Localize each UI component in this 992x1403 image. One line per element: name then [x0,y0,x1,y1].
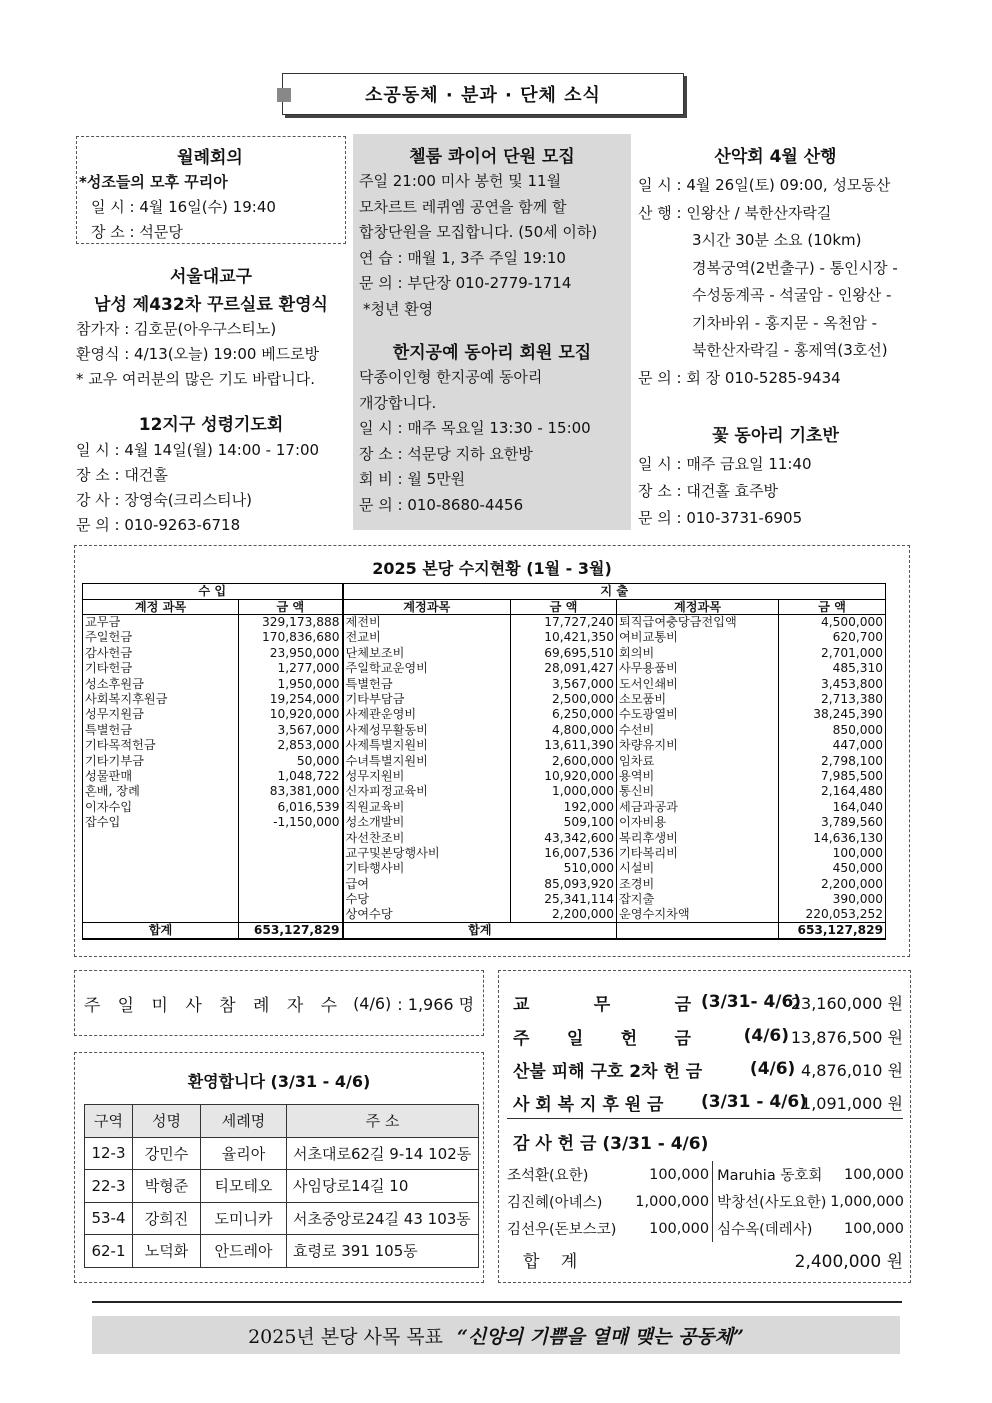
income-item: 성소후원금 [83,676,239,691]
finance-row [83,907,886,922]
expense-item: 기타부담금 [343,692,511,707]
finance-row [83,676,886,691]
income-amount: 50,000 [239,753,343,768]
expense-item: 성소개발비 [343,815,511,830]
donation-label-part: 주 [513,1028,530,1049]
expense-item: 단체보조비 [343,645,511,660]
monthly-meeting-place: 장 소 : 석문당 [91,223,183,241]
hiking-contact: 문 의 : 회 장 010-5285-9434 [638,368,841,387]
footer-banner [92,1316,900,1354]
welcome-name: 박형준 [133,1170,201,1203]
income-item: 기타헌금 [83,661,239,676]
expense-item: 주일학교운영비 [343,661,511,676]
seoul-ceremony: 환영식 : 4/13(오늘) 19:00 베드로방 [76,345,320,363]
donation-label-part: 일 [566,1028,584,1049]
expense-item2: 용역비 [617,769,779,784]
donation-period-2: (4/6) [743,1026,789,1046]
welcome-title: 환영합니다 (3/31 - 4/6) [187,1072,371,1091]
donor-name2: 심수옥(데레사) [713,1215,831,1242]
finance-total-row [83,923,886,939]
expense-item: 수당 [343,892,511,907]
welcome-district: 53-4 [85,1202,133,1235]
expense-item: 신자피정교육비 [343,784,511,799]
expense-amount2: 485,310 [779,661,886,676]
welcome-baptismal-name: 안드레아 [201,1235,287,1268]
welcome-address: 서초대로62길 9-14 102동 [287,1137,479,1170]
expense-item: 직원교육비 [343,799,511,814]
expense-amount: 10,421,350 [511,630,617,645]
income-item [83,861,239,876]
craft-place: 장 소 : 석문당 지하 요한방 [359,444,533,463]
welcome-header-cell: 구역 [85,1105,133,1138]
finance-section [74,545,910,957]
donation-amount-3: 4,876,010 원 [801,1060,903,1080]
district-contact: 문 의 : 010-9263-6718 [76,516,241,534]
welcome-row [85,1137,479,1170]
income-amount: 6,016,539 [239,799,343,814]
hiking-route-1: 경복궁역(2번출구) - 통인시장 - [692,258,898,277]
craft-line1: 닥종이인형 한지공예 동아리 [359,368,543,386]
finance-row [83,815,886,830]
donor-name: 김진혜(아녜스) [507,1195,603,1211]
monthly-meeting-time: 일 시 : 4월 16일(수) 19:40 [91,198,276,216]
expense-item2: 이자비용 [617,815,779,830]
finance-row [83,722,886,737]
expense-item2: 차량유지비 [617,738,779,753]
footer-rule [92,1301,902,1303]
finance-row [83,830,886,845]
expense-item2: 조경비 [617,876,779,891]
expense-amount2: 2,701,000 [779,645,886,660]
expense-amount: 2,600,000 [511,753,617,768]
expense-amount2: 620,700 [779,630,886,645]
donor-amount2: 100,000 [844,1166,904,1183]
welcome-district: 12-3 [85,1137,133,1170]
expense-amount2: 450,000 [779,861,886,876]
finance-row [83,799,886,814]
donation-amount-1: 23,160,000 원 [790,993,903,1013]
income-item: 사회복지후원금 [83,692,239,707]
attendance-label: 주 일 미 사 참 례 자 수 [83,995,344,1016]
flower-place: 장 소 : 대건홀 효주방 [638,482,779,500]
expense-item2: 사무용품비 [617,661,779,676]
footer-prefix: 2025년 본당 사목 목표 [248,1325,444,1348]
thanks-total-label: 합 계 [523,1252,586,1272]
craft-title: 한지공예 동아리 회원 모집 [392,343,592,363]
expense-amount: 85,093,920 [511,876,617,891]
expense-amount: 2,200,000 [511,907,617,922]
expense-amount: 43,342,600 [511,830,617,845]
monthly-meeting-box [76,136,346,244]
donation-row-3 [513,1054,903,1084]
income-amount: 19,254,000 [239,692,343,707]
welcome-district: 62-1 [85,1235,133,1268]
expense-item2: 회의비 [617,645,779,660]
income-item: 성물판매 [83,769,239,784]
income-amount [239,846,343,861]
expense-amount: 510,000 [511,861,617,876]
choir-line1: 주일 21:00 미사 봉헌 및 11월 [359,172,562,190]
welcome-header-cell: 성명 [133,1105,201,1138]
expense-item: 특별헌금 [343,676,511,691]
donation-label-part: 헌 [620,1028,638,1049]
donation-label-part: 금 [674,994,691,1015]
donor-amount: 100,000 [649,1220,710,1237]
expense-item: 사제관운영비 [343,707,511,722]
expense-amount: 10,920,000 [511,769,617,784]
expense-amount2: 38,245,390 [779,707,886,722]
income-amount: 1,277,000 [239,661,343,676]
thanks-table [507,1161,907,1242]
finance-row [83,876,886,891]
finance-row [83,645,886,660]
thanks-row [507,1188,907,1215]
expense-amount2: 3,789,560 [779,815,886,830]
income-amount: 329,173,888 [239,615,343,630]
donation-period-3: (4/6) [749,1059,796,1079]
hiking-route: 산 행 : 인왕산 / 북한산자락길 [638,203,832,222]
income-item [83,846,239,861]
choir-practice: 연 습 : 매월 1, 3주 주일 19:10 [359,248,566,267]
finance-row [83,707,886,722]
expense-item2: 수선비 [617,722,779,737]
expense-amount2: 2,200,000 [779,876,886,891]
income-amount: 1,048,722 [239,769,343,784]
welcome-table [84,1104,479,1268]
income-amount: 23,950,000 [239,645,343,660]
expense-amount: 69,695,510 [511,645,617,660]
craft-time: 일 시 : 매주 목요일 13:30 - 15:00 [359,419,591,437]
finance-row [83,630,886,645]
choir-line3: 합창단원을 모집합니다. (50세 이하) [359,223,598,241]
income-amount: 170,836,680 [239,630,343,645]
choir-craft-panel [353,134,631,530]
finance-title: 2025 본당 수지현황 (1월 - 3월) [372,559,612,578]
expense-amount2: 850,000 [779,722,886,737]
income-item [83,892,239,907]
expense-item: 성무지원비 [343,769,511,784]
thanks-row [507,1215,907,1242]
income-amount [239,907,343,922]
thanks-row [507,1161,907,1188]
hiking-title: 산악회 4월 산행 [714,147,837,167]
seoul-title2: 남성 제432차 꾸르실료 환영식 [94,295,328,315]
flower-contact: 문 의 : 010-3731-6905 [638,509,803,527]
expense-amount2: 164,040 [779,799,886,814]
income-item: 감사헌금 [83,645,239,660]
section-title-text: 소공동체 · 분과 · 단체 소식 [365,85,601,106]
seoul-title: 서울대교구 [169,267,253,287]
expense-header: 지 출 [343,584,886,600]
income-item: 성무지원금 [83,707,239,722]
expense-amount2: 2,164,480 [779,784,886,799]
welcome-header-cell: 세례명 [201,1105,287,1138]
craft-fee: 회 비 : 월 5만원 [359,470,466,488]
expense-item: 제전비 [343,615,511,630]
district-time: 일 시 : 4월 14일(월) 14:00 - 17:00 [76,441,320,459]
thanks-total-row [507,1247,903,1272]
choir-contact: 문 의 : 부단장 010-2779-1714 [359,274,572,292]
district-title: 12지구 성령기도회 [138,415,284,435]
monthly-meeting-title: 월례회의 [177,148,243,168]
income-item [83,876,239,891]
income-item: 잡수입 [83,815,239,830]
donor-amount: 1,000,000 [635,1193,710,1210]
hiking-notice [638,142,913,392]
expense-item2: 통신비 [617,784,779,799]
thanks-total-amount: 2,400,000 원 [794,1252,903,1272]
finance-row [83,892,886,907]
income-item: 특별헌금 [83,722,239,737]
expense-item2: 세금과공과 [617,799,779,814]
choir-note: *청년 환영 [363,299,434,318]
donation-label-1 [513,990,701,1015]
expense-amount: 16,007,536 [511,846,617,861]
income-item: 기타기부금 [83,753,239,768]
monthly-meeting-sub: *성조들의 모후 꾸리아 [79,173,228,191]
finance-row [83,769,886,784]
col-item-header: 계정 과목 [83,599,239,615]
welcome-baptismal-name: 티모테오 [201,1170,287,1203]
col-item3-header: 계정과목 [617,599,779,615]
expense-item: 급여 [343,876,511,891]
finance-row [83,692,886,707]
donation-label-part: 교 [513,994,530,1015]
finance-row [83,784,886,799]
expense-amount: 25,341,114 [511,892,617,907]
expense-amount: 2,500,000 [511,692,617,707]
income-amount [239,861,343,876]
finance-row [83,861,886,876]
finance-row [83,738,886,753]
donor-amount2: 100,000 [844,1220,904,1237]
hiking-time: 일 시 : 4월 26일(토) 09:00, 성모동산 [638,176,891,194]
income-amount: 2,853,000 [239,738,343,753]
donor-amount: 100,000 [649,1166,710,1183]
craft-contact: 문 의 : 010-8680-4456 [359,495,524,514]
square-bullet-icon [277,88,291,102]
attendance-box [74,970,484,1036]
income-item: 교무금 [83,615,239,630]
income-amount [239,892,343,907]
donor-name2: 박창선(사도요한) [713,1188,831,1215]
col-amount2-header: 금 액 [511,599,617,615]
donation-label-part: 산불 피해 구호 2차 헌 금 [513,1061,703,1082]
flower-title: 꽃 동아리 기초반 [712,426,839,446]
welcome-name: 강민수 [133,1137,201,1170]
flower-club-notice [638,421,913,532]
expense-item: 수녀특별지원비 [343,753,511,768]
footer-motto: “신앙의 기쁨을 열매 맺는 공동체” [457,1325,744,1348]
hiking-route-2: 수성동계곡 - 석굴암 - 인왕산 - [692,286,892,304]
welcome-box [74,1052,484,1283]
expense-item2: 잡지출 [617,892,779,907]
finance-row [83,753,886,768]
income-amount [239,830,343,845]
donation-row-1 [513,987,903,1017]
finance-table [82,583,886,940]
expense-amount2: 2,798,100 [779,753,886,768]
district-speaker: 강 사 : 장영숙(크리스티나) [76,491,252,509]
choir-title: 첼룸 콰이어 단원 모집 [409,147,575,167]
expense-amount2: 447,000 [779,738,886,753]
expense-item2: 기타복리비 [617,846,779,861]
donation-label-part: 사 회 복 지 후 원 금 [513,1094,664,1115]
expense-item2: 운영수지차액 [617,907,779,922]
expense-amount2: 220,053,252 [779,907,886,922]
income-item: 기타목적헌금 [83,738,239,753]
finance-rows [83,615,886,923]
expense-item: 상여수당 [343,907,511,922]
craft-line2: 개강합니다. [359,393,437,412]
welcome-row [85,1235,479,1268]
expense-item2: 임차료 [617,753,779,768]
income-item: 이자수입 [83,799,239,814]
expense-item2: 소모품비 [617,692,779,707]
district-place: 장 소 : 대건홀 [76,466,168,484]
income-header: 수 입 [83,584,343,600]
finance-row [83,615,886,630]
income-item [83,830,239,845]
expense-amount2: 390,000 [779,892,886,907]
expense-item: 자선찬조비 [343,830,511,845]
hiking-duration: 3시간 30분 소요 (10km) [692,231,862,249]
welcome-baptismal-name: 율리아 [201,1137,287,1170]
donor-name: 김선우(돈보스코) [507,1222,617,1238]
donor-amount2: 1,000,000 [830,1193,904,1210]
thanks-title: 감 사 헌 금 (3/31 - 4/6) [513,1134,709,1154]
expense-item: 전교비 [343,630,511,645]
total-income: 653,127,829 [239,923,343,939]
col-amount3-header: 금 액 [779,599,886,615]
expense-amount2: 100,000 [779,846,886,861]
income-item: 혼배, 장례 [83,784,239,799]
total-label2: 합계 [343,923,617,939]
expense-amount2: 2,713,380 [779,692,886,707]
col-item2-header: 계정과목 [343,599,511,615]
hiking-route-3: 기차바위 - 홍지문 - 옥천암 - [692,313,877,332]
district-prayer-notice [76,410,346,538]
donation-label-4 [513,1090,701,1115]
donation-period-1: (3/31- 4/6) [701,992,802,1012]
donation-label-3 [513,1057,712,1082]
expense-amount: 28,091,427 [511,661,617,676]
expense-amount: 3,567,000 [511,676,617,691]
expense-amount: 509,100 [511,815,617,830]
income-item [83,907,239,922]
income-amount: 1,950,000 [239,676,343,691]
welcome-name: 노덕화 [133,1235,201,1268]
welcome-name: 강희진 [133,1202,201,1235]
expense-amount2: 3,453,800 [779,676,886,691]
finance-row [83,661,886,676]
expense-amount: 6,250,000 [511,707,617,722]
attendance-date: (4/6) [353,993,392,1013]
total-label: 합계 [83,923,239,939]
expense-item2: 복리후생비 [617,830,779,845]
welcome-address: 서초중앙로24길 43 103동 [287,1202,479,1235]
expense-item2: 여비교통비 [617,630,779,645]
donor-name2: Maruhia 동호회 [713,1161,831,1188]
section-title [282,73,684,115]
expense-item2: 시설비 [617,861,779,876]
attendance-value: : 1,966 명 [397,994,475,1014]
income-amount: 10,920,000 [239,707,343,722]
expense-amount2: 14,636,130 [779,830,886,845]
donation-row-4 [513,1087,903,1117]
welcome-baptismal-name: 도미니카 [201,1202,287,1235]
expense-amount2: 4,500,000 [779,615,886,630]
finance-row [83,846,886,861]
income-amount: -1,150,000 [239,815,343,830]
expense-item: 사제성무활동비 [343,722,511,737]
col-amount-header: 금 액 [239,599,343,615]
expense-item2: 수도광열비 [617,707,779,722]
welcome-address: 효령로 391 105동 [287,1235,479,1268]
donation-amount-4: 1,091,000 원 [801,1093,903,1113]
expense-item2: 퇴직급여충당금전입액 [617,615,779,630]
welcome-header-cell: 주 소 [287,1105,479,1138]
donor-name: 조석환(요한) [507,1168,589,1184]
donation-divider [507,1118,903,1119]
donation-label-part: 무 [593,994,611,1015]
donation-row-2 [513,1021,903,1051]
donation-label-2 [513,1024,701,1049]
income-amount: 83,381,000 [239,784,343,799]
welcome-row [85,1170,479,1203]
expense-amount: 1,000,000 [511,784,617,799]
welcome-address: 사임당로14길 10 [287,1170,479,1203]
seoul-participant: 참가자 : 김호문(아우구스티노) [76,320,277,338]
expense-item: 교구및본당행사비 [343,846,511,861]
expense-amount: 13,611,390 [511,738,617,753]
expense-amount: 17,727,240 [511,615,617,630]
donation-period-4: (3/31 - 4/6) [701,1092,807,1112]
expense-item: 기타행사비 [343,861,511,876]
expense-item2: 도서인쇄비 [617,676,779,691]
hiking-route-4: 북한산자락길 - 홍제역(3호선) [692,341,888,359]
expense-amount: 192,000 [511,799,617,814]
donation-amount-2: 13,876,500 원 [790,1027,903,1047]
income-amount: 3,567,000 [239,722,343,737]
expense-amount2: 7,985,500 [779,769,886,784]
seoul-note: * 교우 여러분의 많은 기도 바랍니다. [76,370,315,388]
choir-line2: 모차르트 레퀴엠 공연을 함께 할 [359,197,567,216]
donations-box [498,970,911,1283]
expense-item: 사제특별지원비 [343,738,511,753]
income-item: 주일헌금 [83,630,239,645]
welcome-row [85,1202,479,1235]
income-amount [239,876,343,891]
total-expense: 653,127,829 [779,923,886,939]
seoul-diocese-notice [76,262,346,392]
donation-label-part: 금 [674,1028,691,1049]
expense-amount: 4,800,000 [511,722,617,737]
welcome-district: 22-3 [85,1170,133,1203]
flower-time: 일 시 : 매주 금요일 11:40 [638,455,812,473]
